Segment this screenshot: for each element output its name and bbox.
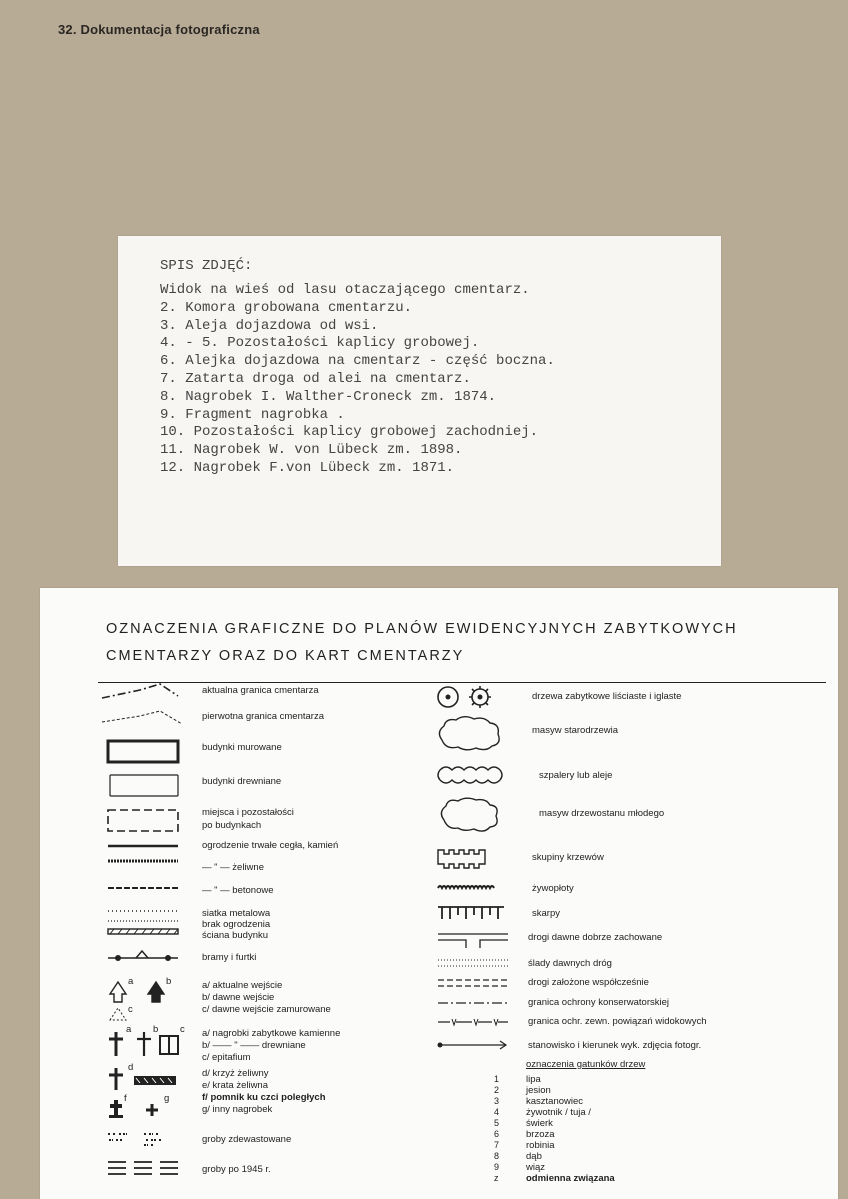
legend-right-label: stanowisko i kierunek wyk. zdjęcia fotogr. <box>528 1040 702 1051</box>
gates-symbol <box>104 948 184 964</box>
legend-right-label: masyw starodrzewia <box>532 725 619 736</box>
building-remains-symbol <box>104 806 184 836</box>
historic-trees-symbol <box>434 684 504 710</box>
species-label: wiąz <box>526 1162 546 1173</box>
species-number: 6 <box>494 1129 500 1139</box>
former-boundary-symbol <box>100 706 190 728</box>
legend-left-label: po budynkach <box>202 820 262 831</box>
species-number: 2 <box>494 1085 500 1095</box>
symbol-letter: b <box>153 1024 159 1035</box>
photo-list-item: 3. Aleja dojazdowa od wsi. <box>160 317 379 334</box>
legend-left-label: g/ inny nagrobek <box>202 1104 273 1115</box>
species-label: żywotnik / tuja / <box>526 1107 591 1118</box>
legend-left-label: brak ogrodzenia <box>202 919 271 930</box>
legend-left-label: a/ nagrobki zabytkowe kamienne <box>202 1028 341 1039</box>
legend-left-label: a/ aktualne wejście <box>202 980 283 991</box>
species-number: 9 <box>494 1162 500 1172</box>
devastated-graves-symbol <box>104 1128 194 1148</box>
new-roads-symbol <box>434 976 514 990</box>
species-number: 3 <box>494 1096 500 1106</box>
photo-list-item: 12. Nagrobek F.von Lübeck zm. 1871. <box>160 459 455 476</box>
symbol-letter: a <box>128 976 134 987</box>
young-tree-stand-symbol <box>434 794 514 836</box>
legend-left-label: — " — betonowe <box>202 885 274 896</box>
photo-position-symbol <box>434 1038 514 1052</box>
species-label: robinia <box>526 1140 555 1151</box>
road-traces-symbol <box>434 956 514 970</box>
legend-left-label: groby zdewastowane <box>202 1134 292 1145</box>
legend-right-label: granica ochrony konserwatorskiej <box>528 997 669 1008</box>
photo-list-item: 6. Alejka dojazdowa na cmentarz - część boczna. <box>160 353 555 370</box>
post-1945-graves-symbol <box>104 1158 194 1180</box>
slopes-symbol <box>434 903 514 923</box>
legend-left-label: aktualna granica cmentarza <box>202 685 319 696</box>
species-number: 5 <box>494 1118 500 1128</box>
legend-left-label: b/ —— " —— drewniane <box>202 1040 306 1051</box>
legend-left-label: groby po 1945 r. <box>202 1164 271 1175</box>
legend-left-label: e/ krata żeliwna <box>202 1080 269 1091</box>
species-label: kasztanowiec <box>526 1096 584 1107</box>
species-label: dąb <box>526 1151 542 1162</box>
legend-left-label: c/ dawne wejście zamurowane <box>202 1004 331 1015</box>
legend-left-label: pierwotna granica cmentarza <box>202 711 324 722</box>
concrete-fence-symbol <box>104 883 184 893</box>
tree-rows-symbol <box>434 762 514 788</box>
hedges-symbol <box>434 882 514 894</box>
photo-list-item: Widok na wieś od lasu otaczającego cmentarz. <box>160 282 530 298</box>
photo-list-item: 11. Nagrobek W. von Lübeck zm. 1898. <box>160 442 463 459</box>
legend-left-label: b/ dawne wejście <box>202 992 275 1003</box>
photo-list-card <box>118 236 721 566</box>
legend-left-label: ogrodzenie trwałe cegła, kamień <box>202 840 339 851</box>
masonry-building-symbol <box>104 738 184 766</box>
symbol-letter: b <box>166 976 172 987</box>
legend-right-label: drogi założone współcześnie <box>528 977 649 988</box>
conservation-boundary-symbol <box>434 998 514 1008</box>
symbol-letter: c <box>128 1004 133 1015</box>
symbol-letter: c <box>180 1024 185 1035</box>
legend-left-label: — " — żeliwne <box>202 862 264 873</box>
species-label: odmienna związana <box>526 1173 615 1184</box>
legend-right-label: skupiny krzewów <box>532 852 604 863</box>
legend-title-line2: CMENTARZY ORAZ DO KART CMENTARZY <box>106 648 465 664</box>
permanent-fence-symbol <box>104 841 184 851</box>
legend-left-label: budynki drewniane <box>202 776 282 787</box>
species-number: 7 <box>494 1140 500 1150</box>
photo-list-item: 4. - 5. Pozostałości kaplicy grobowej. <box>160 335 480 352</box>
iron-cross-grate-symbols <box>104 1066 194 1092</box>
species-number: z <box>494 1173 499 1183</box>
legend-left-label: siatka metalowa <box>202 908 271 919</box>
legend-rule <box>98 682 826 683</box>
fence-wire-none-wall-symbol <box>104 906 184 940</box>
legend-left-label: ściana budynku <box>202 930 269 941</box>
species-label: jesion <box>526 1085 551 1096</box>
legend-title-line1: OZNACZENIA GRAFICZNE DO PLANÓW EWIDENCYJNYCH ZABYTKOWYCH <box>106 621 738 637</box>
legend-left-label: d/ krzyż żeliwny <box>202 1068 269 1079</box>
legend-left-label: c/ epitafium <box>202 1052 251 1063</box>
species-label: lipa <box>526 1074 541 1085</box>
old-tree-stand-symbol <box>434 714 514 754</box>
legend-right-label: drzewa zabytkowe liściaste i iglaste <box>532 691 682 702</box>
view-boundary-symbol <box>434 1016 514 1028</box>
legend-right-label: szpalery lub aleje <box>539 770 613 781</box>
photo-list-item: 7. Zatarta droga od alei na cmentarz. <box>160 370 471 387</box>
species-label: brzoza <box>526 1129 555 1140</box>
entrance-symbols <box>104 976 184 1024</box>
photo-list-title: SPIS ZDJĘĆ: <box>160 258 253 274</box>
legend-left-label: f/ pomnik ku czci poległych <box>202 1092 326 1103</box>
wooden-building-symbol <box>104 772 184 800</box>
legend-card <box>40 588 838 1199</box>
legend-right-label: granica ochr. zewn. powiązań widokowych <box>528 1016 707 1027</box>
photo-list-item: 2. Komora grobowana cmentarzu. <box>160 299 413 316</box>
shrub-groups-symbol <box>434 844 514 872</box>
photo-list-items <box>160 282 555 478</box>
legend-right-label: drogi dawne dobrze zachowane <box>528 932 663 943</box>
symbol-letter: f <box>124 1093 127 1104</box>
species-title: oznaczenia gatunków drzew <box>526 1059 646 1070</box>
species-number: 4 <box>494 1107 500 1117</box>
legend-left-label: bramy i furtki <box>202 952 257 963</box>
legend-right-label: żywopłoty <box>532 883 574 894</box>
legend-left-label: budynki murowane <box>202 742 282 753</box>
legend-right-label: skarpy <box>532 908 560 919</box>
legend-right-label: masyw drzewostanu młodego <box>539 808 665 819</box>
legend-right-label: ślady dawnych dróg <box>528 958 612 969</box>
legend-left-label: miejsca i pozostałości <box>202 807 294 818</box>
species-label: świerk <box>526 1118 553 1129</box>
symbol-letter: d <box>128 1062 134 1073</box>
current-boundary-symbol <box>100 682 190 704</box>
photo-list-item: 8. Nagrobek I. Walther-Croneck zm. 1874. <box>160 388 497 405</box>
species-number: 1 <box>494 1074 500 1084</box>
symbol-letter: g <box>164 1093 170 1104</box>
iron-fence-symbol <box>104 856 184 866</box>
symbol-letter: a <box>126 1024 132 1035</box>
species-number: 8 <box>494 1151 500 1161</box>
photo-list-item: 9. Fragment nagrobka . <box>160 406 345 423</box>
page-header: 32. Dokumentacja fotograficzna <box>58 22 260 37</box>
old-roads-symbol <box>434 930 514 950</box>
photo-list-item: 10. Pozostałości kaplicy grobowej zachodniej. <box>160 424 539 441</box>
monument-other-symbols <box>104 1096 194 1120</box>
